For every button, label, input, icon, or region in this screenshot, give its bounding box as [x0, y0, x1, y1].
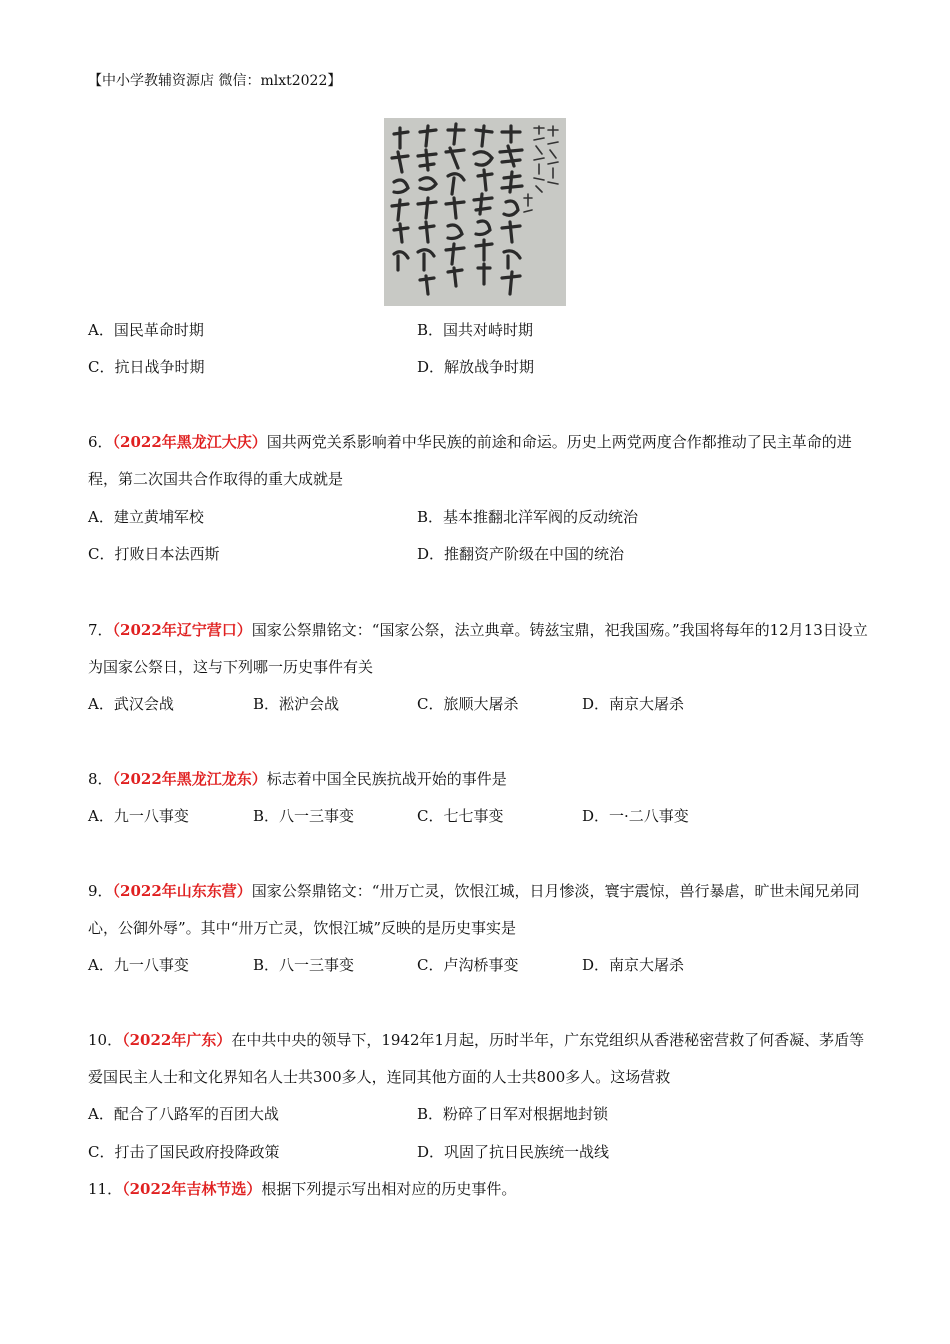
- q7-option-a[interactable]: A．武汉会战: [88, 695, 174, 713]
- q10-options-row-1: [88, 1096, 878, 1133]
- q10-options-row-2: [88, 1134, 878, 1171]
- q9-option-a[interactable]: A．九一八事变: [88, 956, 189, 974]
- q7-option-b[interactable]: B．淞沪会战: [253, 695, 340, 713]
- q9-option-b[interactable]: B．八一三事变: [253, 956, 355, 974]
- q10-option-c[interactable]: C．打击了国民政府投降政策: [88, 1143, 280, 1161]
- question-11-text: 根据下列提示写出相对应的历史事件。: [261, 1180, 517, 1198]
- question-9-text: 国家公祭鼎铭文：“卅万亡灵，饮恨江城，日月惨淡，寰宇震惊，兽行暴虐，旷世未闻兄弟同心，公御外辱”。其中“卅万亡灵，饮恨江城”反映的是历史事实是: [88, 882, 860, 937]
- question-10-text: 在中共中央的领导下，1942年1月起，历时半年，广东党组织从香港秘密营救了何香凝、茅盾等爱国民主人士和文化界知名人士共300多人，连同其他方面的人士共800多人。这场营救: [88, 1031, 865, 1086]
- question-10-number: 10．: [88, 1031, 123, 1049]
- q8-option-b[interactable]: B．八一三事变: [253, 807, 355, 825]
- question-11-number: 11．: [88, 1180, 123, 1198]
- q6-option-c[interactable]: C．打败日本法西斯: [88, 545, 220, 563]
- q6-options-row-1: [88, 499, 878, 536]
- question-11-source: （2022年吉林节选）: [122, 1180, 262, 1198]
- q5-options-row-2: [88, 349, 878, 386]
- q5-option-c[interactable]: C．抗日战争时期: [88, 358, 205, 376]
- calligraphy-image: [384, 118, 566, 306]
- question-6-number: 6．: [88, 433, 113, 451]
- q5-option-b[interactable]: B．国共对峙时期: [417, 321, 534, 339]
- page-header: 【中小学教辅资源店 微信：mlxt2022】: [88, 73, 342, 89]
- q8-option-c[interactable]: C．七七事变: [417, 807, 504, 825]
- q6-option-a[interactable]: A．建立黄埔军校: [88, 508, 204, 526]
- q9-option-d[interactable]: D．南京大屠杀: [582, 956, 685, 974]
- q6-options-row-2: [88, 536, 878, 573]
- question-8-source: （2022年黑龙江龙东）: [112, 770, 267, 788]
- q5-options-row-1: [88, 312, 878, 349]
- q5-option-d[interactable]: D．解放战争时期: [417, 358, 535, 376]
- q6-option-d[interactable]: D．推翻资产阶级在中国的统治: [417, 545, 625, 563]
- question-9-number: 9．: [88, 882, 113, 900]
- question-10: [88, 1022, 878, 1096]
- question-7-source: （2022年辽宁营口）: [112, 621, 252, 639]
- q10-option-b[interactable]: B．粉碎了日军对根据地封锁: [417, 1105, 609, 1123]
- question-11: [88, 1171, 878, 1208]
- question-8: [88, 761, 878, 798]
- question-7: [88, 612, 878, 686]
- q9-options-row: [88, 947, 878, 984]
- q10-option-d[interactable]: D．巩固了抗日民族统一战线: [417, 1143, 610, 1161]
- q7-option-c[interactable]: C．旅顺大屠杀: [417, 695, 519, 713]
- question-8-text: 标志着中国全民族抗战开始的事件是: [266, 770, 507, 788]
- question-8-number: 8．: [88, 770, 113, 788]
- q6-option-b[interactable]: B．基本推翻北洋军阀的反动统治: [417, 508, 639, 526]
- q9-option-c[interactable]: C．卢沟桥事变: [417, 956, 519, 974]
- question-10-source: （2022年广东）: [122, 1031, 232, 1049]
- q8-option-d[interactable]: D．一·二八事变: [582, 807, 689, 825]
- question-6-text: 国共两党关系影响着中华民族的前途和命运。历史上两党两度合作都推动了民主革命的进程，第二次国共合作取得的重大成就是: [88, 433, 852, 488]
- question-7-number: 7．: [88, 621, 113, 639]
- q5-option-a[interactable]: A．国民革命时期: [88, 321, 204, 339]
- q8-option-a[interactable]: A．九一八事变: [88, 807, 189, 825]
- question-7-text: 国家公祭鼎铭文：“国家公祭，法立典章。铸兹宝鼎，祀我国殇。”我国将每年的12月13日设立为国家公祭日，这与下列哪一历史事件有关: [88, 621, 868, 676]
- q10-option-a[interactable]: A．配合了八路军的百团大战: [88, 1105, 279, 1123]
- q7-options-row: [88, 686, 878, 723]
- question-9: [88, 873, 878, 947]
- question-9-source: （2022年山东东营）: [112, 882, 252, 900]
- q7-option-d[interactable]: D．南京大屠杀: [582, 695, 685, 713]
- calligraphy-brushwork: [384, 118, 566, 306]
- question-6-source: （2022年黑龙江大庆）: [112, 433, 267, 451]
- question-6: [88, 424, 878, 498]
- q8-options-row: [88, 798, 878, 835]
